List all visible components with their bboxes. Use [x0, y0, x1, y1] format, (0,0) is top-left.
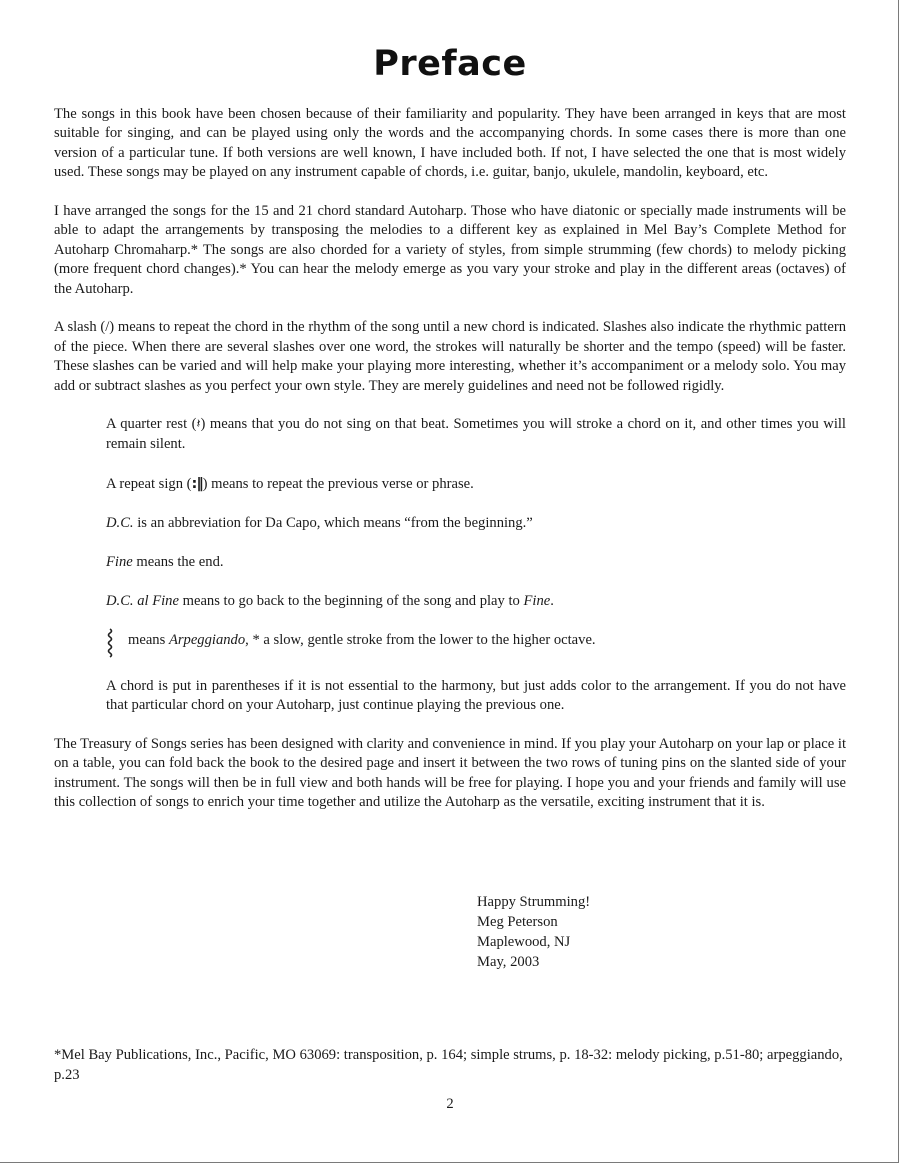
- signature-block: [477, 892, 590, 972]
- dc-al-fine-term: D.C. al Fine: [106, 592, 179, 609]
- dc-al-fine-item: D.C. al Fine means to go back to the beginning of the song and play to Fine.: [106, 592, 554, 609]
- dc-term: D.C.: [106, 514, 134, 531]
- quarter-rest-item: A quarter rest (𝄽) means that you do not sing on that beat. Sometimes you will stroke a chord on it, and other times you will remain silent.: [106, 416, 846, 452]
- dc-item: D.C. is an abbreviation for Da Capo, which means “from the beginning.”: [106, 514, 533, 531]
- quarter-rest-icon: 𝄽: [196, 417, 201, 433]
- repeat-sign-icon: :‖: [191, 474, 203, 492]
- signature-closing: Happy Strumming!: [477, 894, 591, 910]
- symbol-list: [54, 415, 846, 715]
- arpeggiando-term: Arpeggiando: [168, 631, 246, 648]
- arpeggio-wavy-line-icon: [106, 627, 126, 661]
- arpeggiando-item: means Arpeggiando, * a slow, gentle stroke from the lower to the higher octave.: [106, 631, 846, 665]
- parentheses-item: A chord is put in parentheses if it is not essential to the harmony, but just adds color to the arrangement. If you do not have that particular chord on your Autoharp, just continue playing the previous one.: [106, 677, 846, 714]
- fine-item: Fine means the end.: [106, 553, 224, 570]
- footnote: *Mel Bay Publications, Inc., Pacific, MO 63069: transposition, p. 164; simple strums, p. 18-32: melody picking, p.51-80; arpeggiando, p.23: [54, 1047, 843, 1083]
- paragraph-treasury: The Treasury of Songs series has been designed with clarity and convenience in mind. If you play your Autoharp on your lap or place it on a table, you can fold back the book to the desired page and insert it between the two rows of tuning pins on the slanted side of your instrument. The songs will then be in full view and both hands will be free for playing. I hope you and your friends and family will use this collection of songs to enrich your time together and utilize the Autoharp as the versatile, exciting instrument that it is.: [54, 735, 846, 811]
- signature-author: Meg Peterson: [477, 914, 558, 930]
- repeat-sign-item: A repeat sign (:‖) means to repeat the previous verse or phrase.: [106, 474, 474, 492]
- paragraph-slash: A slash (/) means to repeat the chord in the rhythm of the song until a new chord is indicated. Slashes also indicate the rhythmic pattern of the piece. When there are several slashes over one word, the strokes will naturally be shorter and the tempo (speed) will be faster. These slashes can be varied and will help make your playing more interesting, whether it’s accompaniment or a melody solo. You may add or subtract slashes as you perfect your own style. They are merely guidelines and need not be followed rigidly.: [54, 319, 846, 394]
- preface-body: [54, 105, 846, 832]
- page-number: 2: [446, 1096, 454, 1112]
- page-title: Preface: [373, 44, 527, 84]
- paragraph-intro: The songs in this book have been chosen because of their familiarity and popularity. They have been arranged in keys that are most suitable for singing, and can be played using only the words and the accompanying chords. In some cases there is more than one version of a particular tune. If both versions are well known, I have included both. If not, I have selected the one that is most widely used. These songs may be played on any instrument capable of chords, i.e. guitar, banjo, ukulele, mandolin, keyboard, etc.: [54, 106, 846, 181]
- fine-term: Fine: [106, 553, 133, 570]
- signature-location: Maplewood, NJ: [477, 934, 571, 950]
- paragraph-autoharp: I have arranged the songs for the 15 and 21 chord standard Autoharp. Those who have diatonic or specially made instruments will be able to adapt the arrangements by transposing the melodies to a different key as explained in Mel Bay’s Complete Method for Autoharp Chromaharp.* The songs are also chorded for a variety of styles, from simple strumming (few chords) to melody picking (more frequent chord changes).* You can hear the melody emerge as you vary your stroke and play in the different areas (octaves) of the Autoharp.: [54, 203, 846, 297]
- signature-date: May, 2003: [477, 954, 540, 970]
